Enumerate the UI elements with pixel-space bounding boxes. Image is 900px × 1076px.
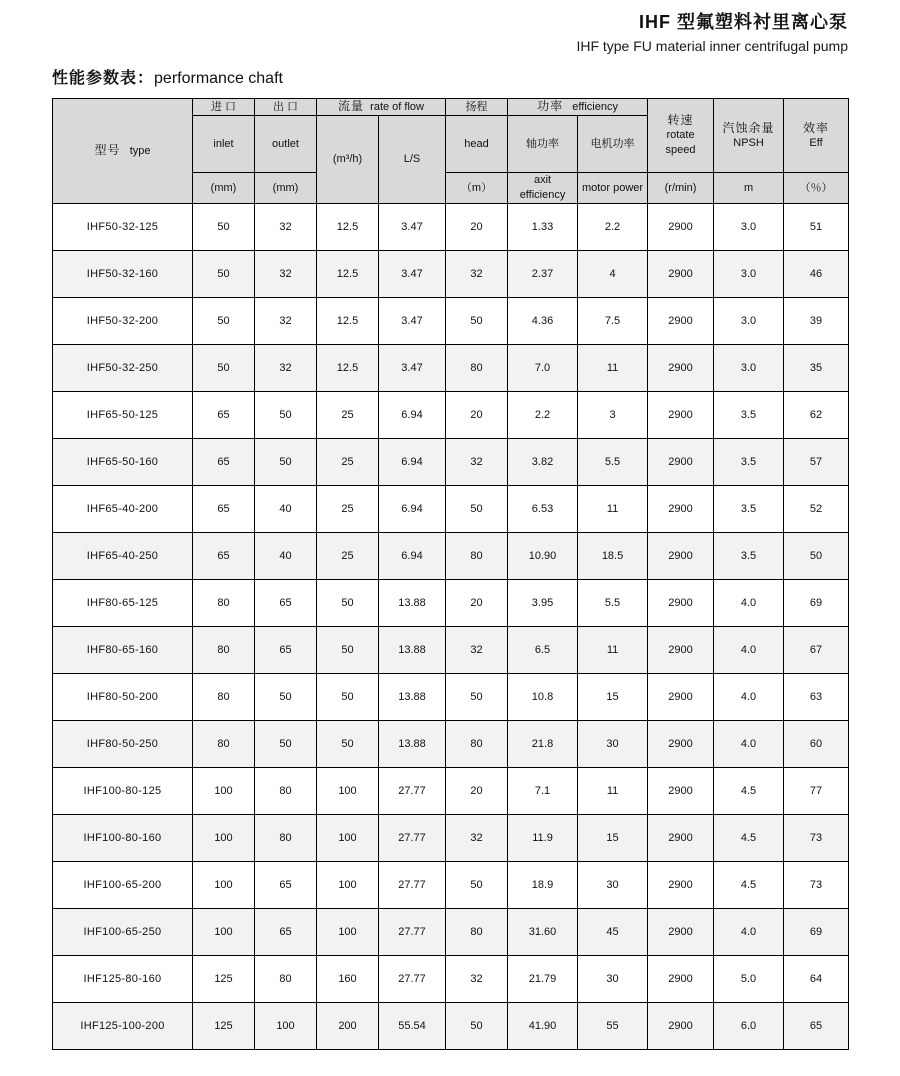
cell-flow_ls: 3.47 bbox=[379, 251, 446, 298]
cell-npsh: 4.0 bbox=[714, 627, 784, 674]
column-header-outlet-unit: (mm) bbox=[255, 173, 317, 204]
cell-flow_ls: 13.88 bbox=[379, 674, 446, 721]
cell-inlet: 100 bbox=[193, 815, 255, 862]
cell-outlet: 65 bbox=[255, 862, 317, 909]
cell-flow_ls: 27.77 bbox=[379, 862, 446, 909]
cell-outlet: 80 bbox=[255, 768, 317, 815]
cell-eff: 67 bbox=[784, 627, 849, 674]
cell-model: IHF50-32-160 bbox=[53, 251, 193, 298]
cell-eff: 39 bbox=[784, 298, 849, 345]
cell-shaft: 7.0 bbox=[508, 345, 578, 392]
cell-motor: 55 bbox=[578, 1003, 648, 1050]
table-row bbox=[53, 627, 849, 674]
table-row bbox=[53, 721, 849, 768]
cell-speed: 2900 bbox=[648, 580, 714, 627]
column-header-shaft-power-en: axit efficiency bbox=[508, 173, 578, 204]
column-header-flow-en: rate of flow bbox=[370, 101, 424, 113]
cell-shaft: 41.90 bbox=[508, 1003, 578, 1050]
column-header-type-cn: 型号 bbox=[94, 143, 121, 157]
performance-table-container bbox=[52, 98, 848, 1050]
cell-speed: 2900 bbox=[648, 768, 714, 815]
cell-outlet: 50 bbox=[255, 674, 317, 721]
column-header-flow-unit-ls: L/S bbox=[379, 116, 446, 204]
cell-model: IHF100-80-160 bbox=[53, 815, 193, 862]
column-header-inlet-cn: 进 口 bbox=[193, 99, 255, 116]
cell-outlet: 65 bbox=[255, 580, 317, 627]
cell-outlet: 65 bbox=[255, 909, 317, 956]
cell-eff: 62 bbox=[784, 392, 849, 439]
cell-shaft: 7.1 bbox=[508, 768, 578, 815]
cell-speed: 2900 bbox=[648, 392, 714, 439]
cell-model: IHF80-50-200 bbox=[53, 674, 193, 721]
document-header bbox=[0, 0, 900, 56]
table-row bbox=[53, 298, 849, 345]
cell-inlet: 65 bbox=[193, 392, 255, 439]
cell-inlet: 100 bbox=[193, 909, 255, 956]
table-row bbox=[53, 204, 849, 251]
cell-eff: 73 bbox=[784, 815, 849, 862]
cell-flow_ls: 13.88 bbox=[379, 627, 446, 674]
cell-flow_m3h: 12.5 bbox=[317, 345, 379, 392]
cell-speed: 2900 bbox=[648, 862, 714, 909]
cell-head: 80 bbox=[446, 345, 508, 392]
cell-flow_m3h: 50 bbox=[317, 580, 379, 627]
cell-speed: 2900 bbox=[648, 439, 714, 486]
cell-inlet: 50 bbox=[193, 251, 255, 298]
cell-flow_m3h: 100 bbox=[317, 815, 379, 862]
cell-npsh: 3.0 bbox=[714, 251, 784, 298]
cell-flow_ls: 27.77 bbox=[379, 768, 446, 815]
cell-speed: 2900 bbox=[648, 1003, 714, 1050]
cell-model: IHF80-65-125 bbox=[53, 580, 193, 627]
cell-npsh: 4.0 bbox=[714, 674, 784, 721]
cell-model: IHF65-40-200 bbox=[53, 486, 193, 533]
cell-eff: 50 bbox=[784, 533, 849, 580]
cell-head: 20 bbox=[446, 768, 508, 815]
cell-inlet: 80 bbox=[193, 721, 255, 768]
cell-model: IHF100-65-250 bbox=[53, 909, 193, 956]
column-header-head-en: head bbox=[446, 116, 508, 173]
table-row bbox=[53, 956, 849, 1003]
column-header-power-en: efficiency bbox=[572, 101, 618, 113]
table-row bbox=[53, 392, 849, 439]
cell-eff: 64 bbox=[784, 956, 849, 1003]
cell-npsh: 3.0 bbox=[714, 204, 784, 251]
column-header-npsh-en: NPSH bbox=[733, 136, 764, 149]
cell-shaft: 1.33 bbox=[508, 204, 578, 251]
cell-inlet: 50 bbox=[193, 298, 255, 345]
cell-flow_m3h: 25 bbox=[317, 439, 379, 486]
column-header-inlet-en: inlet bbox=[193, 116, 255, 173]
cell-flow_m3h: 12.5 bbox=[317, 298, 379, 345]
cell-flow_m3h: 12.5 bbox=[317, 251, 379, 298]
cell-shaft: 11.9 bbox=[508, 815, 578, 862]
column-header-npsh bbox=[714, 99, 784, 173]
cell-flow_ls: 13.88 bbox=[379, 580, 446, 627]
cell-motor: 4 bbox=[578, 251, 648, 298]
cell-motor: 11 bbox=[578, 768, 648, 815]
table-row bbox=[53, 909, 849, 956]
cell-head: 50 bbox=[446, 862, 508, 909]
cell-motor: 30 bbox=[578, 956, 648, 1003]
column-header-flow-unit-m3h: (m³/h) bbox=[317, 116, 379, 204]
cell-head: 32 bbox=[446, 815, 508, 862]
cell-shaft: 21.79 bbox=[508, 956, 578, 1003]
cell-flow_m3h: 25 bbox=[317, 486, 379, 533]
table-row bbox=[53, 815, 849, 862]
column-header-flow-cn: 流量 bbox=[338, 99, 365, 113]
cell-flow_ls: 3.47 bbox=[379, 204, 446, 251]
column-header-type bbox=[53, 99, 193, 204]
cell-outlet: 40 bbox=[255, 533, 317, 580]
table-header-row-1 bbox=[53, 99, 849, 116]
cell-motor: 3 bbox=[578, 392, 648, 439]
column-header-type-en: type bbox=[129, 145, 151, 157]
cell-outlet: 50 bbox=[255, 392, 317, 439]
table-row bbox=[53, 580, 849, 627]
cell-speed: 2900 bbox=[648, 298, 714, 345]
cell-inlet: 125 bbox=[193, 956, 255, 1003]
section-heading bbox=[52, 68, 900, 90]
cell-shaft: 6.53 bbox=[508, 486, 578, 533]
column-header-eff-cn: 效率 bbox=[803, 120, 830, 135]
column-header-flow bbox=[317, 99, 446, 116]
column-header-motor-power-en: motor power bbox=[578, 173, 648, 204]
cell-head: 32 bbox=[446, 251, 508, 298]
cell-head: 50 bbox=[446, 486, 508, 533]
cell-npsh: 3.5 bbox=[714, 533, 784, 580]
cell-eff: 35 bbox=[784, 345, 849, 392]
cell-flow_m3h: 100 bbox=[317, 768, 379, 815]
cell-speed: 2900 bbox=[648, 956, 714, 1003]
cell-npsh: 4.5 bbox=[714, 862, 784, 909]
cell-speed: 2900 bbox=[648, 204, 714, 251]
cell-flow_m3h: 50 bbox=[317, 674, 379, 721]
document-title-chinese: IHF 型氟塑料衬里离心泵 bbox=[639, 12, 848, 32]
cell-model: IHF65-50-160 bbox=[53, 439, 193, 486]
cell-motor: 30 bbox=[578, 862, 648, 909]
column-header-speed bbox=[648, 99, 714, 173]
cell-shaft: 10.90 bbox=[508, 533, 578, 580]
cell-eff: 57 bbox=[784, 439, 849, 486]
cell-model: IHF65-40-250 bbox=[53, 533, 193, 580]
cell-npsh: 4.0 bbox=[714, 909, 784, 956]
cell-npsh: 6.0 bbox=[714, 1003, 784, 1050]
cell-head: 50 bbox=[446, 1003, 508, 1050]
cell-outlet: 32 bbox=[255, 251, 317, 298]
cell-inlet: 50 bbox=[193, 204, 255, 251]
section-heading-chinese: 性能参数表： bbox=[52, 70, 155, 87]
cell-npsh: 4.5 bbox=[714, 768, 784, 815]
cell-flow_ls: 27.77 bbox=[379, 815, 446, 862]
cell-head: 80 bbox=[446, 721, 508, 768]
performance-table bbox=[52, 98, 849, 1050]
column-header-npsh-cn: 汽蚀余量 bbox=[722, 120, 775, 135]
cell-flow_m3h: 100 bbox=[317, 862, 379, 909]
cell-speed: 2900 bbox=[648, 815, 714, 862]
column-header-eff-en: Eff bbox=[809, 136, 823, 149]
cell-inlet: 65 bbox=[193, 533, 255, 580]
cell-inlet: 100 bbox=[193, 862, 255, 909]
cell-eff: 63 bbox=[784, 674, 849, 721]
cell-speed: 2900 bbox=[648, 909, 714, 956]
cell-outlet: 65 bbox=[255, 627, 317, 674]
cell-outlet: 100 bbox=[255, 1003, 317, 1050]
column-header-inlet-unit: (mm) bbox=[193, 173, 255, 204]
cell-eff: 65 bbox=[784, 1003, 849, 1050]
cell-speed: 2900 bbox=[648, 721, 714, 768]
cell-inlet: 65 bbox=[193, 439, 255, 486]
cell-shaft: 4.36 bbox=[508, 298, 578, 345]
cell-npsh: 4.0 bbox=[714, 721, 784, 768]
cell-head: 20 bbox=[446, 204, 508, 251]
column-header-speed-cn: 转速 bbox=[667, 113, 694, 127]
cell-inlet: 80 bbox=[193, 580, 255, 627]
cell-head: 32 bbox=[446, 439, 508, 486]
cell-motor: 11 bbox=[578, 345, 648, 392]
table-header bbox=[53, 99, 849, 204]
cell-outlet: 32 bbox=[255, 345, 317, 392]
cell-head: 50 bbox=[446, 674, 508, 721]
cell-shaft: 10.8 bbox=[508, 674, 578, 721]
cell-eff: 52 bbox=[784, 486, 849, 533]
cell-shaft: 2.37 bbox=[508, 251, 578, 298]
cell-outlet: 50 bbox=[255, 439, 317, 486]
cell-motor: 11 bbox=[578, 627, 648, 674]
cell-npsh: 4.5 bbox=[714, 815, 784, 862]
cell-flow_ls: 3.47 bbox=[379, 298, 446, 345]
cell-model: IHF125-80-160 bbox=[53, 956, 193, 1003]
cell-head: 20 bbox=[446, 392, 508, 439]
cell-head: 20 bbox=[446, 580, 508, 627]
cell-inlet: 80 bbox=[193, 627, 255, 674]
cell-motor: 5.5 bbox=[578, 580, 648, 627]
cell-flow_ls: 55.54 bbox=[379, 1003, 446, 1050]
cell-eff: 51 bbox=[784, 204, 849, 251]
section-heading-english: performance chaft bbox=[154, 70, 283, 87]
cell-flow_m3h: 50 bbox=[317, 721, 379, 768]
cell-eff: 69 bbox=[784, 580, 849, 627]
cell-flow_ls: 13.88 bbox=[379, 721, 446, 768]
cell-motor: 7.5 bbox=[578, 298, 648, 345]
column-header-head-unit: （m） bbox=[446, 173, 508, 204]
cell-flow_m3h: 25 bbox=[317, 392, 379, 439]
cell-shaft: 6.5 bbox=[508, 627, 578, 674]
table-row bbox=[53, 768, 849, 815]
cell-motor: 15 bbox=[578, 674, 648, 721]
cell-flow_ls: 3.47 bbox=[379, 345, 446, 392]
cell-shaft: 3.95 bbox=[508, 580, 578, 627]
column-header-shaft-power-cn: 轴功率 bbox=[508, 116, 578, 173]
cell-flow_m3h: 160 bbox=[317, 956, 379, 1003]
cell-motor: 5.5 bbox=[578, 439, 648, 486]
cell-npsh: 5.0 bbox=[714, 956, 784, 1003]
table-row bbox=[53, 533, 849, 580]
cell-model: IHF100-65-200 bbox=[53, 862, 193, 909]
cell-flow_ls: 6.94 bbox=[379, 486, 446, 533]
cell-speed: 2900 bbox=[648, 627, 714, 674]
table-row bbox=[53, 439, 849, 486]
cell-eff: 46 bbox=[784, 251, 849, 298]
cell-outlet: 32 bbox=[255, 204, 317, 251]
cell-outlet: 80 bbox=[255, 956, 317, 1003]
cell-npsh: 3.0 bbox=[714, 298, 784, 345]
cell-inlet: 125 bbox=[193, 1003, 255, 1050]
cell-flow_m3h: 12.5 bbox=[317, 204, 379, 251]
cell-inlet: 100 bbox=[193, 768, 255, 815]
cell-speed: 2900 bbox=[648, 251, 714, 298]
cell-shaft: 2.2 bbox=[508, 392, 578, 439]
cell-speed: 2900 bbox=[648, 345, 714, 392]
cell-npsh: 4.0 bbox=[714, 580, 784, 627]
cell-model: IHF50-32-200 bbox=[53, 298, 193, 345]
cell-motor: 11 bbox=[578, 486, 648, 533]
cell-head: 50 bbox=[446, 298, 508, 345]
cell-inlet: 65 bbox=[193, 486, 255, 533]
cell-outlet: 40 bbox=[255, 486, 317, 533]
table-row bbox=[53, 862, 849, 909]
cell-npsh: 3.5 bbox=[714, 486, 784, 533]
cell-model: IHF125-100-200 bbox=[53, 1003, 193, 1050]
cell-inlet: 50 bbox=[193, 345, 255, 392]
cell-head: 32 bbox=[446, 627, 508, 674]
cell-model: IHF65-50-125 bbox=[53, 392, 193, 439]
column-header-eff-unit: （％） bbox=[784, 173, 849, 204]
cell-model: IHF50-32-125 bbox=[53, 204, 193, 251]
cell-model: IHF80-50-250 bbox=[53, 721, 193, 768]
cell-npsh: 3.5 bbox=[714, 392, 784, 439]
cell-outlet: 50 bbox=[255, 721, 317, 768]
column-header-outlet-en: outlet bbox=[255, 116, 317, 173]
cell-flow_ls: 6.94 bbox=[379, 392, 446, 439]
cell-eff: 73 bbox=[784, 862, 849, 909]
column-header-outlet-cn: 出 口 bbox=[255, 99, 317, 116]
cell-flow_m3h: 200 bbox=[317, 1003, 379, 1050]
table-row bbox=[53, 1003, 849, 1050]
cell-head: 80 bbox=[446, 533, 508, 580]
cell-npsh: 3.5 bbox=[714, 439, 784, 486]
column-header-power bbox=[508, 99, 648, 116]
column-header-npsh-unit: m bbox=[714, 173, 784, 204]
cell-motor: 18.5 bbox=[578, 533, 648, 580]
cell-speed: 2900 bbox=[648, 486, 714, 533]
cell-shaft: 31.60 bbox=[508, 909, 578, 956]
cell-flow_ls: 27.77 bbox=[379, 956, 446, 1003]
cell-flow_m3h: 50 bbox=[317, 627, 379, 674]
column-header-speed-en: rotate speed bbox=[665, 129, 696, 156]
table-row bbox=[53, 486, 849, 533]
column-header-head-cn: 扬程 bbox=[446, 99, 508, 116]
cell-npsh: 3.0 bbox=[714, 345, 784, 392]
column-header-motor-power-cn: 电机功率 bbox=[578, 116, 648, 173]
cell-shaft: 21.8 bbox=[508, 721, 578, 768]
cell-head: 32 bbox=[446, 956, 508, 1003]
cell-flow_ls: 6.94 bbox=[379, 439, 446, 486]
cell-speed: 2900 bbox=[648, 533, 714, 580]
cell-flow_m3h: 100 bbox=[317, 909, 379, 956]
cell-flow_ls: 27.77 bbox=[379, 909, 446, 956]
column-header-speed-unit: (r/min) bbox=[648, 173, 714, 204]
cell-model: IHF80-65-160 bbox=[53, 627, 193, 674]
cell-inlet: 80 bbox=[193, 674, 255, 721]
table-row bbox=[53, 674, 849, 721]
cell-flow_ls: 6.94 bbox=[379, 533, 446, 580]
cell-motor: 45 bbox=[578, 909, 648, 956]
cell-flow_m3h: 25 bbox=[317, 533, 379, 580]
cell-model: IHF50-32-250 bbox=[53, 345, 193, 392]
column-header-power-cn: 功率 bbox=[537, 99, 564, 113]
table-row bbox=[53, 251, 849, 298]
cell-head: 80 bbox=[446, 909, 508, 956]
cell-shaft: 3.82 bbox=[508, 439, 578, 486]
cell-model: IHF100-80-125 bbox=[53, 768, 193, 815]
cell-shaft: 18.9 bbox=[508, 862, 578, 909]
cell-motor: 30 bbox=[578, 721, 648, 768]
cell-motor: 2.2 bbox=[578, 204, 648, 251]
cell-eff: 69 bbox=[784, 909, 849, 956]
table-body bbox=[53, 204, 849, 1050]
cell-speed: 2900 bbox=[648, 674, 714, 721]
cell-eff: 77 bbox=[784, 768, 849, 815]
document-title-english: IHF type FU material inner centrifugal pump bbox=[576, 38, 848, 54]
cell-outlet: 32 bbox=[255, 298, 317, 345]
cell-eff: 60 bbox=[784, 721, 849, 768]
cell-motor: 15 bbox=[578, 815, 648, 862]
column-header-eff bbox=[784, 99, 849, 173]
table-row bbox=[53, 345, 849, 392]
cell-outlet: 80 bbox=[255, 815, 317, 862]
